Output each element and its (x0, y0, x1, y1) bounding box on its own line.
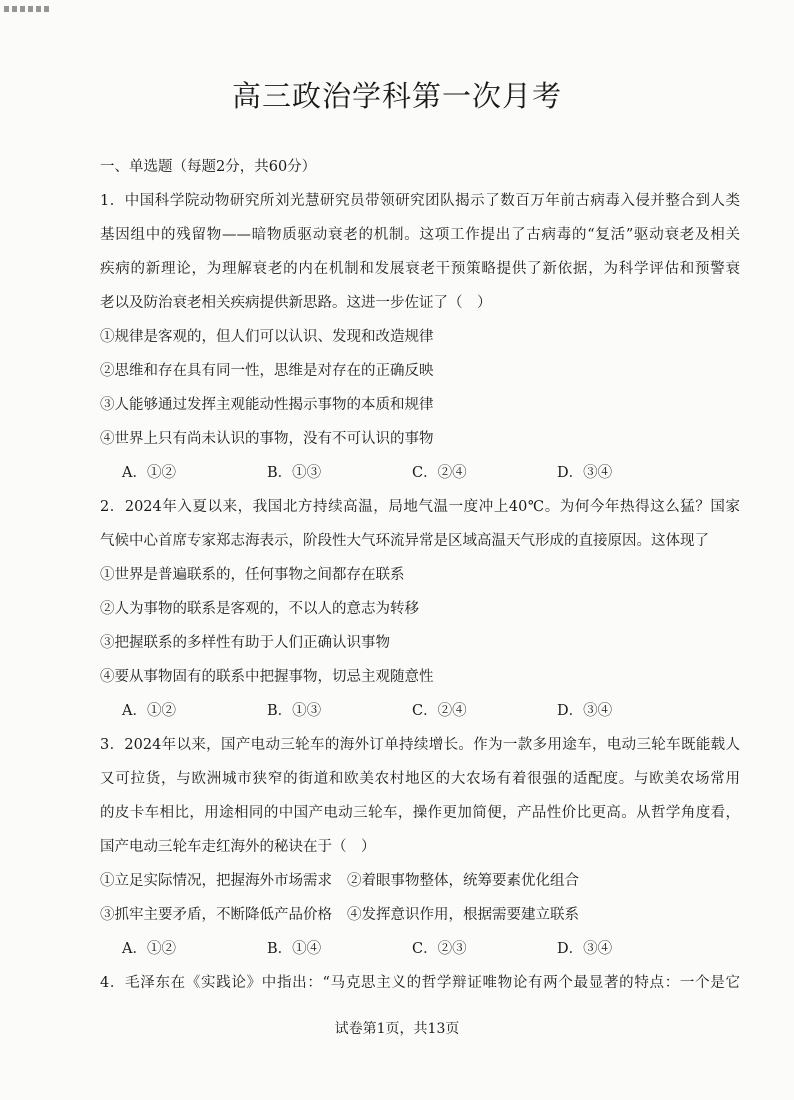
question-stem-line: 疾病的新理论，为理解衰老的内在机制和发展衰老干预策略提供了新依据，为科学评估和预警衰 (100, 261, 740, 277)
choice-a: A．①② (122, 941, 176, 957)
choice-b: B．①③ (267, 465, 322, 481)
statement-option: ②着眼事物整体，统筹要素优化组合 (347, 873, 579, 889)
statement-option: ③抓牢主要矛盾，不断降低产品价格 (100, 907, 332, 923)
question-1 (100, 184, 740, 490)
answer-choices (100, 932, 740, 966)
statement-option: ①规律是客观的，但人们可以认识、发现和改造规律 (100, 329, 434, 345)
question-stem-line: 4．毛泽东在《实践论》中指出：“马克思主义的哲学辩证唯物论有两个最显著的特点：一个是它 (100, 975, 740, 991)
statement-option: ④发挥意识作用，根据需要建立联系 (347, 907, 579, 923)
question-stem-line: 基因组中的残留物——暗物质驱动衰老的机制。这项工作提出了古病毒的“复活”驱动衰老及相关 (100, 227, 740, 243)
page-footer: 试卷第1页，共13页 (334, 1021, 460, 1037)
scan-corner-mark (4, 6, 52, 12)
answer-choices (100, 456, 740, 490)
choice-d: D．③④ (557, 465, 613, 481)
statement-option: ④世界上只有尚未认识的事物，没有不可认识的事物 (100, 431, 434, 447)
question-stem-line: 2．2024年入夏以来，我国北方持续高温，局地气温一度冲上40℃。为何今年热得这么猛？国家 (100, 499, 740, 515)
page-title: 高三政治学科第一次月考 (231, 79, 562, 113)
section-heading: 一、单选题（每题2分，共60分） (100, 159, 317, 175)
statement-option: ②人为事物的联系是客观的，不以人的意志为转移 (100, 601, 419, 617)
statement-option: ②思维和存在具有同一性，思维是对存在的正确反映 (100, 363, 434, 379)
statement-option: ③人能够通过发挥主观能动性揭示事物的本质和规律 (100, 397, 434, 413)
choice-c: C．②④ (412, 465, 467, 481)
question-stem-line: 国产电动三轮车走红海外的秘诀在于（ ） (100, 839, 376, 855)
statement-option: ①立足实际情况，把握海外市场需求 (100, 873, 332, 889)
choice-d: D．③④ (557, 703, 613, 719)
question-stem-line: 的皮卡车相比，用途相同的中国产电动三轮车，操作更加简便，产品性价比更高。从哲学角度看， (100, 805, 740, 821)
answer-choices (100, 694, 740, 728)
exam-content (100, 150, 740, 1000)
question-stem-line: 老以及防治衰老相关疾病提供新思路。这进一步佐证了（ ） (100, 295, 492, 311)
statement-pair (100, 898, 740, 932)
statement-option: ①世界是普遍联系的，任何事物之间都存在联系 (100, 567, 405, 583)
choice-c: C．②③ (412, 941, 467, 957)
choice-b: B．①③ (267, 703, 322, 719)
question-stem-line: 气候中心首席专家郑志海表示，阶段性大气环流异常是区域高温天气形成的直接原因。这体现了 (100, 533, 709, 549)
statement-option: ③把握联系的多样性有助于人们正确认识事物 (100, 635, 390, 651)
question-stem-line: 1．中国科学院动物研究所刘光慧研究员带领研究团队揭示了数百万年前古病毒入侵并整合到人类 (100, 193, 740, 209)
question-stem-line: 3．2024年以来，国产电动三轮车的海外订单持续增长。作为一款多用途车，电动三轮车既能载人 (100, 737, 740, 753)
choice-a: A．①② (122, 465, 176, 481)
question-stem-line: 又可拉货，与欧洲城市狭窄的街道和欧美农村地区的大农场有着很强的适配度。与欧美农场常用 (100, 771, 740, 787)
question-2 (100, 490, 740, 728)
question-4 (100, 966, 740, 1000)
statement-pair (100, 864, 740, 898)
statement-option: ④要从事物固有的联系中把握事物，切忌主观随意性 (100, 669, 434, 685)
choice-a: A．①② (122, 703, 176, 719)
choice-d: D．③④ (557, 941, 613, 957)
choice-b: B．①④ (267, 941, 322, 957)
choice-c: C．②④ (412, 703, 467, 719)
question-3 (100, 728, 740, 966)
